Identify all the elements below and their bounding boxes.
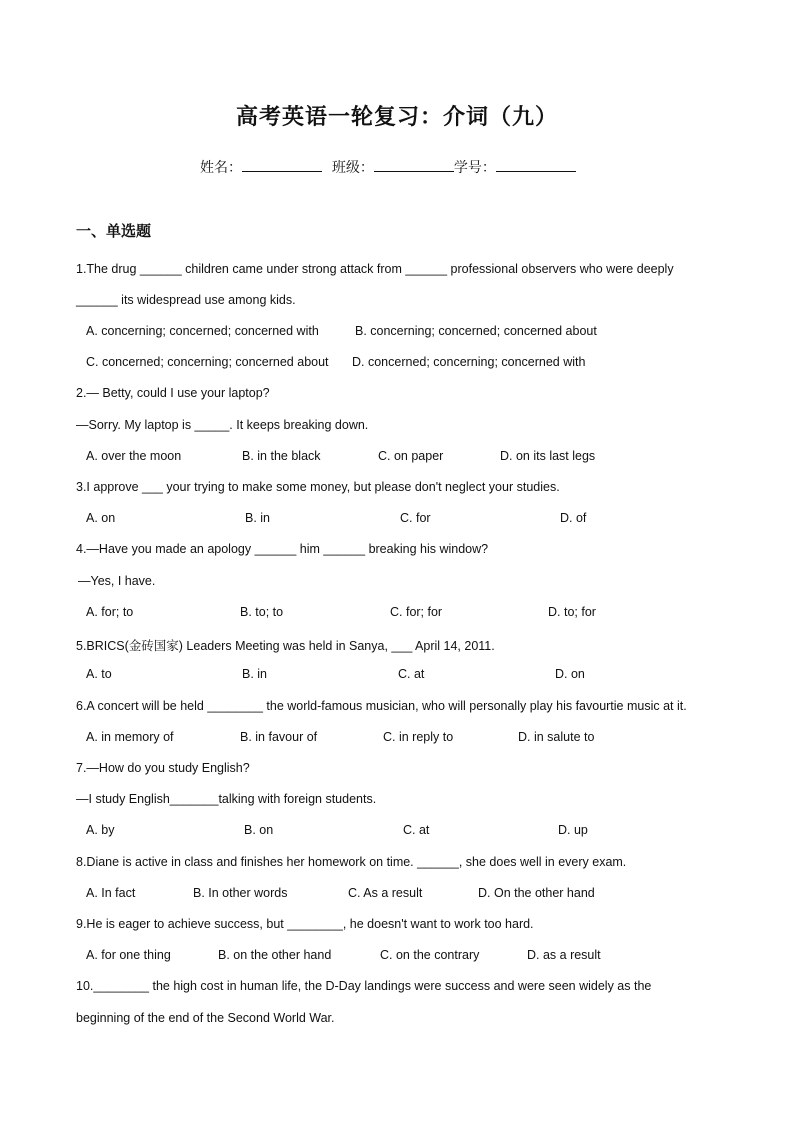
page-title: 高考英语一轮复习：介词（九） (235, 104, 558, 130)
question-7-option-c: C. at (403, 823, 430, 837)
question-9-option-d: D. as a result (527, 948, 601, 962)
question-1-option-a: A. concerning; concerned; concerned with (86, 324, 319, 338)
question-7-option-a: A. by (86, 823, 115, 837)
question-8-option-c: C. As a result (348, 886, 423, 900)
name-label: 姓名： (200, 159, 242, 175)
question-9-option-b: B. on the other hand (218, 948, 332, 962)
question-8-option-b: B. In other words (193, 886, 288, 900)
question-6-option-b: B. in favour of (240, 730, 318, 744)
question-9-option-a: A. for one thing (86, 948, 171, 962)
question-5-option-c: C. at (398, 667, 425, 681)
question-9-option-c: C. on the contrary (380, 948, 480, 962)
class-blank (374, 157, 454, 172)
question-3-line-1: 3.I approve ___ your trying to make some money, but please don't neglect your studies. (76, 480, 560, 494)
question-4-line-2: —Yes, I have. (78, 574, 156, 588)
question-2-option-a: A. over the moon (86, 449, 182, 463)
question-1-option-b: B. concerning; concerned; concerned about (355, 324, 597, 338)
question-2-option-c: C. on paper (378, 449, 444, 463)
question-7-line-1: 7.—How do you study English? (76, 761, 250, 775)
question-3-option-b: B. in (245, 511, 271, 525)
question-4-line-1: 4.—Have you made an apology ______ him ______ breaking his window? (76, 542, 489, 556)
question-6-option-c: C. in reply to (383, 730, 454, 744)
question-4-option-d: D. to; for (548, 605, 596, 619)
question-3-option-d: D. of (560, 511, 587, 525)
question-8-line-1: 8.Diane is active in class and finishes her homework on time. ______, she does well in every exam. (76, 855, 627, 869)
question-5-line-1: 5.BRICS(金砖国家) Leaders Meeting was held in Sanya, ___ April 14, 2011. (76, 639, 495, 653)
question-1-option-d: D. concerned; concerning; concerned with (352, 355, 586, 369)
name-blank (242, 157, 322, 172)
question-3-option-a: A. on (86, 511, 116, 525)
question-6-option-d: D. in salute to (518, 730, 595, 744)
question-3-option-c: C. for (400, 511, 431, 525)
question-5-option-a: A. to (86, 667, 112, 681)
section-heading: 一、单选题 (76, 223, 152, 240)
question-1-option-c: C. concerned; concerning; concerned about (86, 355, 329, 369)
question-2-line-2: —Sorry. My laptop is _____. It keeps breaking down. (76, 418, 369, 432)
question-7-line-2: —I study English_______talking with foreign students. (76, 792, 377, 806)
question-8-option-d: D. On the other hand (478, 886, 595, 900)
class-label: 班级： (331, 159, 374, 175)
question-7-option-d: D. up (558, 823, 588, 837)
question-4-option-a: A. for; to (86, 605, 134, 619)
question-2-line-1: 2.— Betty, could I use your laptop? (76, 386, 270, 400)
student-info-line (200, 157, 620, 177)
question-1-line-2: ______ its widespread use among kids. (76, 293, 296, 307)
question-1-line-1: 1.The drug ______ children came under strong attack from ______ professional observers who were deeply (76, 262, 674, 276)
question-10-line-1: 10.________ the high cost in human life, the D-Day landings were success and were seen widely as the (76, 979, 652, 993)
question-10-line-2: beginning of the end of the Second World War. (76, 1011, 335, 1025)
question-8-option-a: A. In fact (86, 886, 136, 900)
question-6-option-a: A. in memory of (86, 730, 174, 744)
question-6-line-1: 6.A concert will be held ________ the world-famous musician, who will personally play his favourtie music at it. (76, 699, 687, 713)
question-2-option-d: D. on its last legs (500, 449, 596, 463)
id-label: 学号： (453, 159, 496, 175)
question-9-line-1: 9.He is eager to achieve success, but ________, he doesn't want to work too hard. (76, 917, 534, 931)
id-blank (496, 157, 576, 172)
question-4-option-c: C. for; for (390, 605, 443, 619)
question-5-option-b: B. in (242, 667, 268, 681)
question-7-option-b: B. on (244, 823, 274, 837)
question-5-option-d: D. on (555, 667, 585, 681)
question-4-option-b: B. to; to (240, 605, 284, 619)
question-2-option-b: B. in the black (242, 449, 321, 463)
